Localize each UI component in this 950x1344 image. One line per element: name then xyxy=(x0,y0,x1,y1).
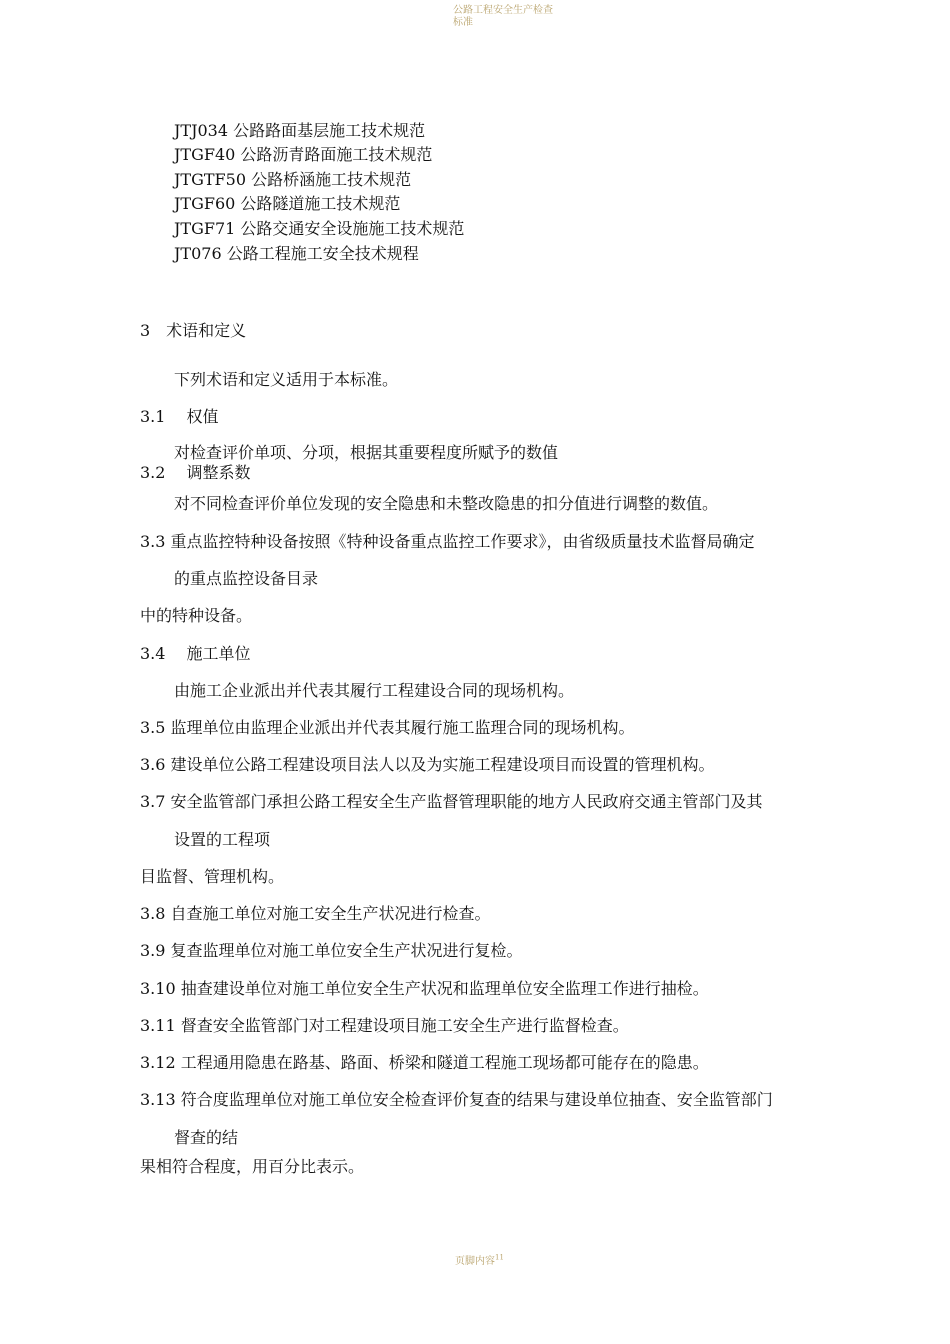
page-number: 11 xyxy=(495,1253,504,1262)
page-header xyxy=(453,5,553,29)
term-entry: 3.10 抽查建设单位对施工单位安全生产状况和监理单位安全监理工作进行抽检。 xyxy=(140,979,709,998)
reference-item: JTGF40 公路沥青路面施工技术规范 xyxy=(174,145,433,164)
term-title: 3.2 调整系数 xyxy=(140,463,251,482)
term-entry-cont: 设置的工程项 xyxy=(174,830,271,849)
term-entry-cont: 的重点监控设备目录 xyxy=(174,569,319,588)
term-entry: 3.7 安全监管部门承担公路工程安全生产监督管理职能的地方人民政府交通主管部门及其 xyxy=(140,792,763,811)
term-entry: 3.3 重点监控特种设备按照《特种设备重点监控工作要求》，由省级质量技术监督局确定 xyxy=(140,532,755,551)
header-line-2: 标准 xyxy=(453,17,473,28)
term-entry: 3.12 工程通用隐患在路基、路面、桥梁和隧道工程施工现场都可能存在的隐患。 xyxy=(140,1053,709,1072)
term-entry: 3.6 建设单位公路工程建设项目法人以及为实施工程建设项目而设置的管理机构。 xyxy=(140,755,715,774)
term-entry: 3.5 监理单位由监理企业派出并代表其履行施工监理合同的现场机构。 xyxy=(140,718,635,737)
reference-item: JTGTF50 公路桥涵施工技术规范 xyxy=(174,170,412,189)
term-entry: 3.8 自查施工单位对施工安全生产状况进行检查。 xyxy=(140,904,491,923)
page-footer xyxy=(455,1252,504,1267)
reference-item: JTJ034 公路路面基层施工技术规范 xyxy=(174,121,426,140)
term-body: 对检查评价单项、分项，根据其重要程度所赋予的数值 xyxy=(174,443,559,462)
term-body: 对不同检查评价单位发现的安全隐患和未整改隐患的扣分值进行调整的数值。 xyxy=(174,494,719,513)
reference-item: JTGF60 公路隧道施工技术规范 xyxy=(174,194,401,213)
term-entry-cont: 果相符合程度，用百分比表示。 xyxy=(140,1157,365,1176)
term-entry-cont: 目监督、管理机构。 xyxy=(140,867,285,886)
term-title: 3.4 施工单位 xyxy=(140,644,251,663)
header-line-1: 公路工程安全生产检查 xyxy=(453,5,553,16)
term-entry-cont: 督查的结 xyxy=(174,1128,239,1147)
footer-text: 页脚内容 xyxy=(455,1256,495,1267)
term-entry: 3.13 符合度监理单位对施工单位安全检查评价复查的结果与建设单位抽查、安全监管部门 xyxy=(140,1090,773,1109)
term-title: 3.1 权值 xyxy=(140,407,219,426)
term-entry-cont: 中的特种设备。 xyxy=(140,606,253,625)
term-entry: 3.9 复查监理单位对施工单位安全生产状况进行复检。 xyxy=(140,941,523,960)
reference-item: JT076 公路工程施工安全技术规程 xyxy=(174,244,419,263)
section-intro: 下列术语和定义适用于本标准。 xyxy=(174,370,399,389)
term-entry: 3.11 督查安全监管部门对工程建设项目施工安全生产进行监督检查。 xyxy=(140,1016,629,1035)
section-title: 3 术语和定义 xyxy=(140,321,247,340)
term-body: 由施工企业派出并代表其履行工程建设合同的现场机构。 xyxy=(174,681,575,700)
reference-item: JTGF71 公路交通安全设施施工技术规范 xyxy=(174,219,465,238)
